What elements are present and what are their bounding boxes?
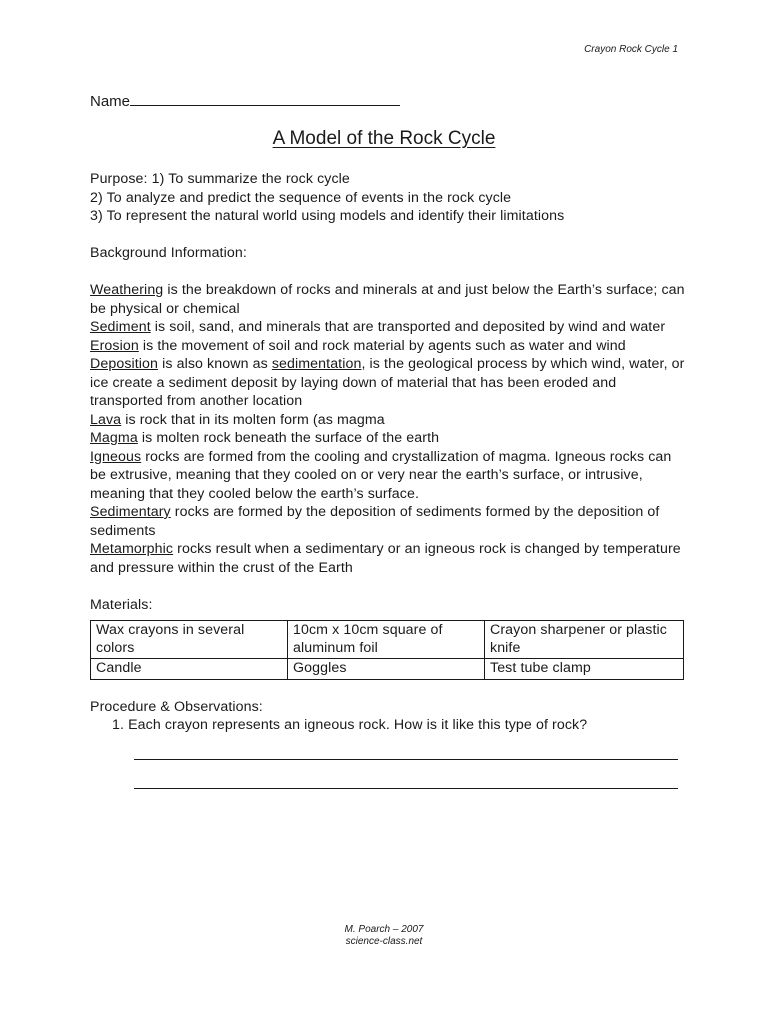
term-metamorphic: Metamorphic — [90, 541, 174, 557]
table-cell: Wax crayons in several colors — [91, 621, 288, 659]
background-heading: Background Information: — [90, 245, 247, 261]
definition-erosion: Erosion is the movement of soil and rock material by agents such as water and wind — [90, 337, 626, 354]
definition-magma: Magma is molten rock beneath the surface of the earth — [90, 430, 440, 446]
definition-weathering: Weathering is the breakdown of rocks and minerals at and just below the Earth’s surface; can be physical or chemical — [90, 282, 685, 317]
definition-lava: Lava is rock that in its molten form (as magma — [90, 411, 385, 428]
procedure-heading: Procedure & Observations: — [90, 698, 263, 715]
materials-heading: Materials: — [90, 596, 153, 613]
term-lava: Lava — [90, 411, 122, 428]
page-title: A Model of the Rock Cycle — [272, 128, 496, 149]
name-label: Name — [90, 93, 131, 110]
definition-deposition: Deposition is also known as sedimentation, is the geological process by which wind, water, or ice create a sediment deposit by laying down of material that has been eroded and transported from another location — [90, 356, 685, 409]
materials-table — [90, 620, 684, 680]
purpose-line-3: 3) To represent the natural world using models and identify their limitations — [90, 208, 565, 224]
table-row — [91, 621, 684, 659]
term-erosion: Erosion — [90, 337, 139, 354]
term-magma: Magma — [90, 430, 138, 446]
definition-sedimentary: Sedimentary rocks are formed by the deposition of sediments formed by the deposition of sediments — [90, 504, 660, 539]
answer-line-2[interactable] — [134, 788, 678, 789]
page-header: Crayon Rock Cycle 1 — [584, 44, 678, 55]
table-cell: Candle — [91, 659, 288, 680]
definition-igneous: Igneous rocks are formed from the cooling and crystallization of magma. Igneous rocks can be extrusive, meaning that they cooled on or very near the earth’s surface, or intrusive, meaning that they cooled below the earth’s surface. — [90, 448, 672, 502]
definition-metamorphic: Metamorphic rocks result when a sedimentary or an igneous rock is changed by temperature and pressure within the crust of the Earth — [90, 541, 681, 576]
purpose-line-1: Purpose: 1) To summarize the rock cycle — [90, 171, 350, 187]
footer-site: science-class.net — [345, 936, 423, 947]
table-cell: Goggles — [288, 659, 485, 680]
table-row — [91, 659, 684, 680]
procedure-item-1: 1. Each crayon represents an igneous rock. How is it like this type of rock? — [112, 717, 588, 733]
page-footer — [0, 924, 768, 948]
definition-sediment: Sediment is soil, sand, and minerals that are transported and deposited by wind and water — [90, 319, 666, 335]
term-sediment: Sediment — [90, 319, 151, 335]
name-blank-line[interactable] — [130, 91, 400, 106]
purpose-line-2: 2) To analyze and predict the sequence of events in the rock cycle — [90, 189, 512, 206]
term-weathering: Weathering — [90, 282, 164, 298]
document-body — [90, 170, 688, 789]
term-sedimentary: Sedimentary — [90, 504, 171, 520]
term-sedimentation: sedimentation — [271, 356, 362, 372]
term-deposition: Deposition — [90, 356, 159, 372]
table-cell: 10cm x 10cm square of aluminum foil — [288, 621, 485, 659]
table-cell: Crayon sharpener or plastic knife — [485, 621, 684, 659]
table-cell: Test tube clamp — [485, 659, 684, 680]
term-igneous: Igneous — [90, 448, 142, 465]
name-field[interactable] — [90, 91, 400, 110]
footer-author: M. Poarch – 2007 — [344, 924, 424, 935]
